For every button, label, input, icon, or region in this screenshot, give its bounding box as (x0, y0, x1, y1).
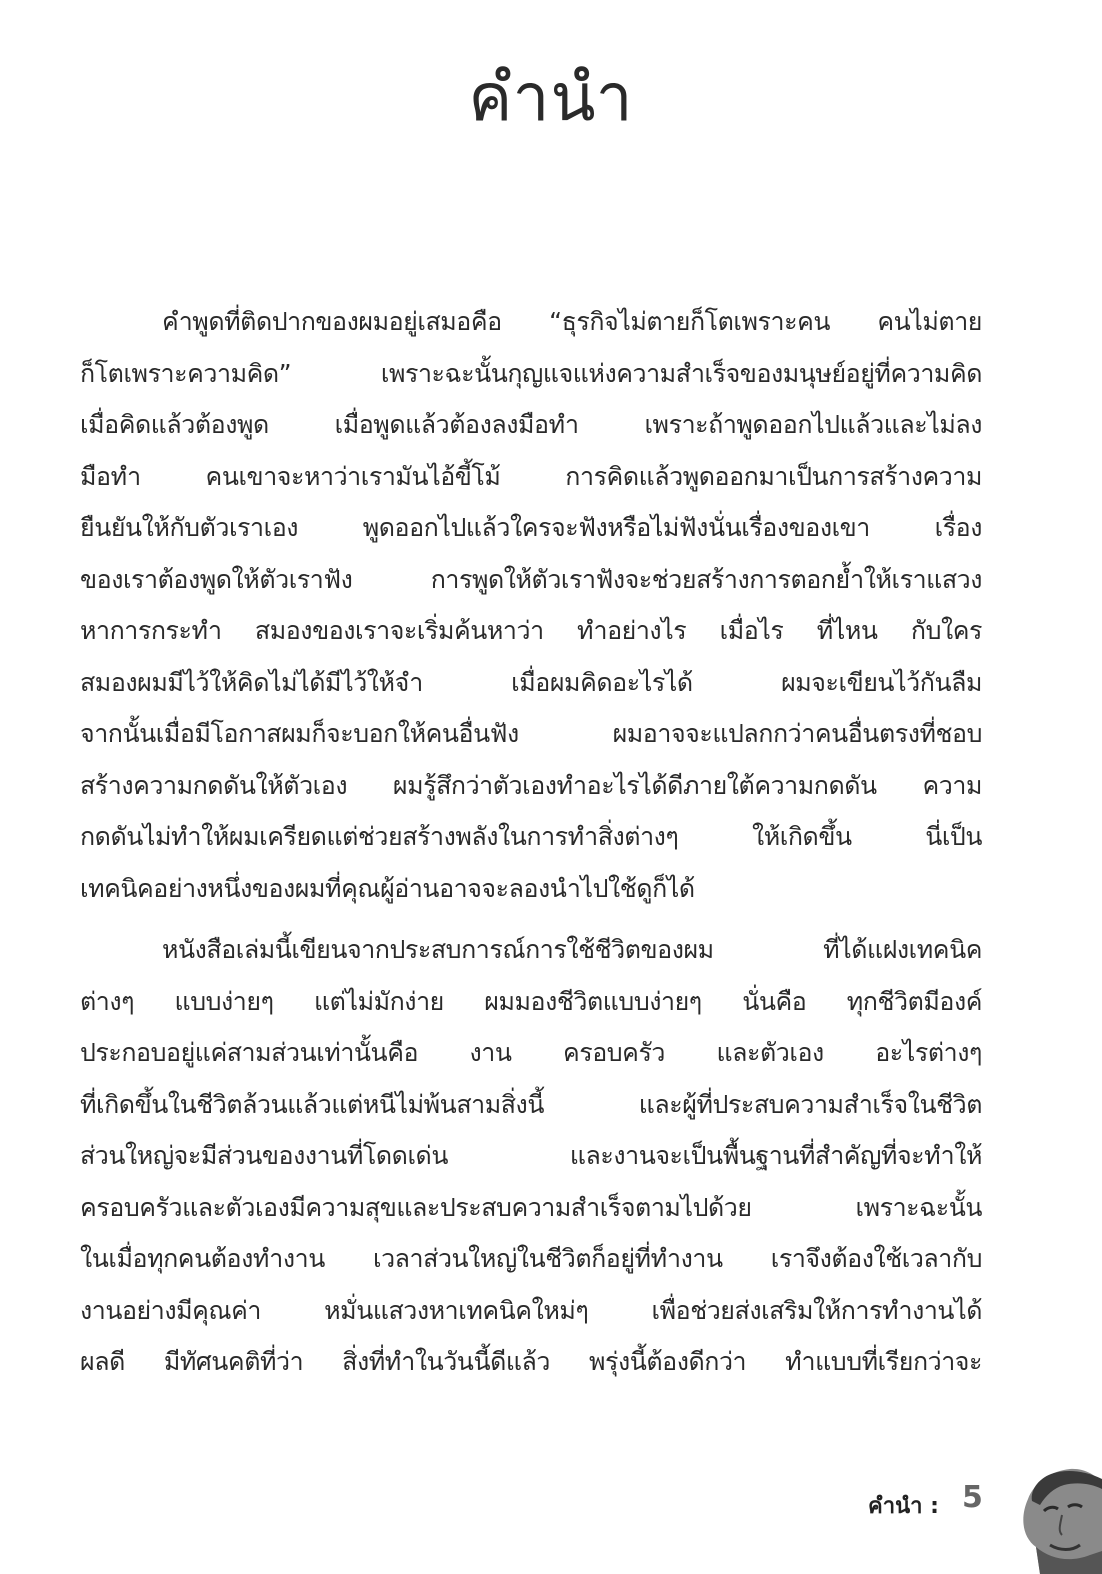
text-line: ส่วนใหญ่จะมีส่วนของงานที่โดดเด่น และงานจะเป็นพื้นฐานที่สำคัญที่จะทำให้ (80, 1141, 982, 1170)
text-line: กดดันไม่ทำให้ผมเครียดแต่ช่วยสร้างพลังในการทำสิ่งต่างๆ ให้เกิดขึ้น นี่เป็น (80, 822, 982, 851)
text-line: หนังสือเล่มนี้เขียนจากประสบการณ์การใช้ชีวิตของผม ที่ได้แฝงเทคนิค (162, 935, 982, 964)
text-line: งานอย่างมีคุณค่า หมั่นแสวงหาเทคนิคใหม่ๆ เพื่อช่วยส่งเสริมให้การทำงานได้ (80, 1295, 982, 1325)
text-line: สร้างความกดดันให้ตัวเอง ผมรู้สึกว่าตัวเองทำอะไรได้ดีภายใต้ความกดดัน ความ (80, 770, 982, 800)
author-portrait-image (1010, 1455, 1102, 1574)
text-line: คำพูดที่ติดปากของผมอยู่เสมอคือ “ธุรกิจไม่ตายก็โตเพราะคน คนไม่ตาย (162, 307, 982, 336)
paragraph-2 (80, 924, 982, 1388)
page-title: คำนำ (468, 59, 634, 136)
text-line: ก็โตเพราะความคิด” เพราะฉะนั้นกุญแจแห่งความสำเร็จของมนุษย์อยู่ที่ความคิด (80, 358, 982, 388)
text-line: ต่างๆ แบบง่ายๆ แต่ไม่มักง่าย ผมมองชีวิตแบบง่ายๆ นั่นคือ ทุกชีวิตมีองค์ (80, 986, 982, 1016)
footer-section-label: คำนำ : (868, 1494, 939, 1519)
text-line: เมื่อคิดแล้วต้องพูด เมื่อพูดแล้วต้องลงมือทำ เพราะถ้าพูดออกไปแล้วและไม่ลง (80, 410, 982, 439)
text-line: ของเราต้องพูดให้ตัวเราฟัง การพูดให้ตัวเราฟังจะช่วยสร้างการตอกย้ำให้เราแสวง (80, 564, 982, 594)
body-text (80, 296, 982, 1388)
text-line: หาการกระทำ สมองของเราจะเริ่มค้นหาว่า ทำอย่างไร เมื่อไร ที่ไหน กับใคร (80, 616, 982, 645)
text-line: ครอบครัวและตัวเองมีความสุขและประสบความสำเร็จตามไปด้วย เพราะฉะนั้น (80, 1192, 982, 1222)
text-line: สมองผมมีไว้ให้คิดไม่ได้มีไว้ให้จำ เมื่อผมคิดอะไรได้ ผมจะเขียนไว้กันลืม (80, 667, 982, 697)
page-number: 5 (962, 1480, 983, 1515)
text-line: ในเมื่อทุกคนต้องทำงาน เวลาส่วนใหญ่ในชีวิตก็อยู่ที่ทำงาน เราจึงต้องใช้เวลากับ (80, 1244, 982, 1273)
text-line: ที่เกิดขึ้นในชีวิตล้วนแล้วแต่หนีไม่พ้นสามสิ่งนี้ และผู้ที่ประสบความสำเร็จในชีวิต (80, 1089, 982, 1119)
paragraph-gap (80, 914, 982, 924)
text-line: มือทำ คนเขาจะหาว่าเรามันไอ้ขี้โม้ การคิดแล้วพูดออกมาเป็นการสร้างความ (80, 461, 982, 491)
text-line: ยืนยันให้กับตัวเราเอง พูดออกไปแล้วใครจะฟังหรือไม่ฟังนั่นเรื่องของเขา เรื่อง (80, 513, 982, 542)
text-line: เทคนิคอย่างหนึ่งของผมที่คุณผู้อ่านอาจจะลองนำไปใช้ดูก็ได้ (80, 873, 695, 903)
text-line: ผลดี มีทัศนคติที่ว่า สิ่งที่ทำในวันนี้ดีแล้ว พรุ่งนี้ต้องดีกว่า ทำแบบที่เรียกว่าจะ (80, 1347, 982, 1376)
text-line: ประกอบอยู่แค่สามส่วนเท่านั้นคือ งาน ครอบครัว และตัวเอง อะไรต่างๆ (80, 1038, 982, 1067)
paragraph-1 (80, 296, 982, 914)
text-line: จากนั้นเมื่อมีโอกาสผมก็จะบอกให้คนอื่นฟัง ผมอาจจะแปลกกว่าคนอื่นตรงที่ชอบ (80, 719, 982, 748)
